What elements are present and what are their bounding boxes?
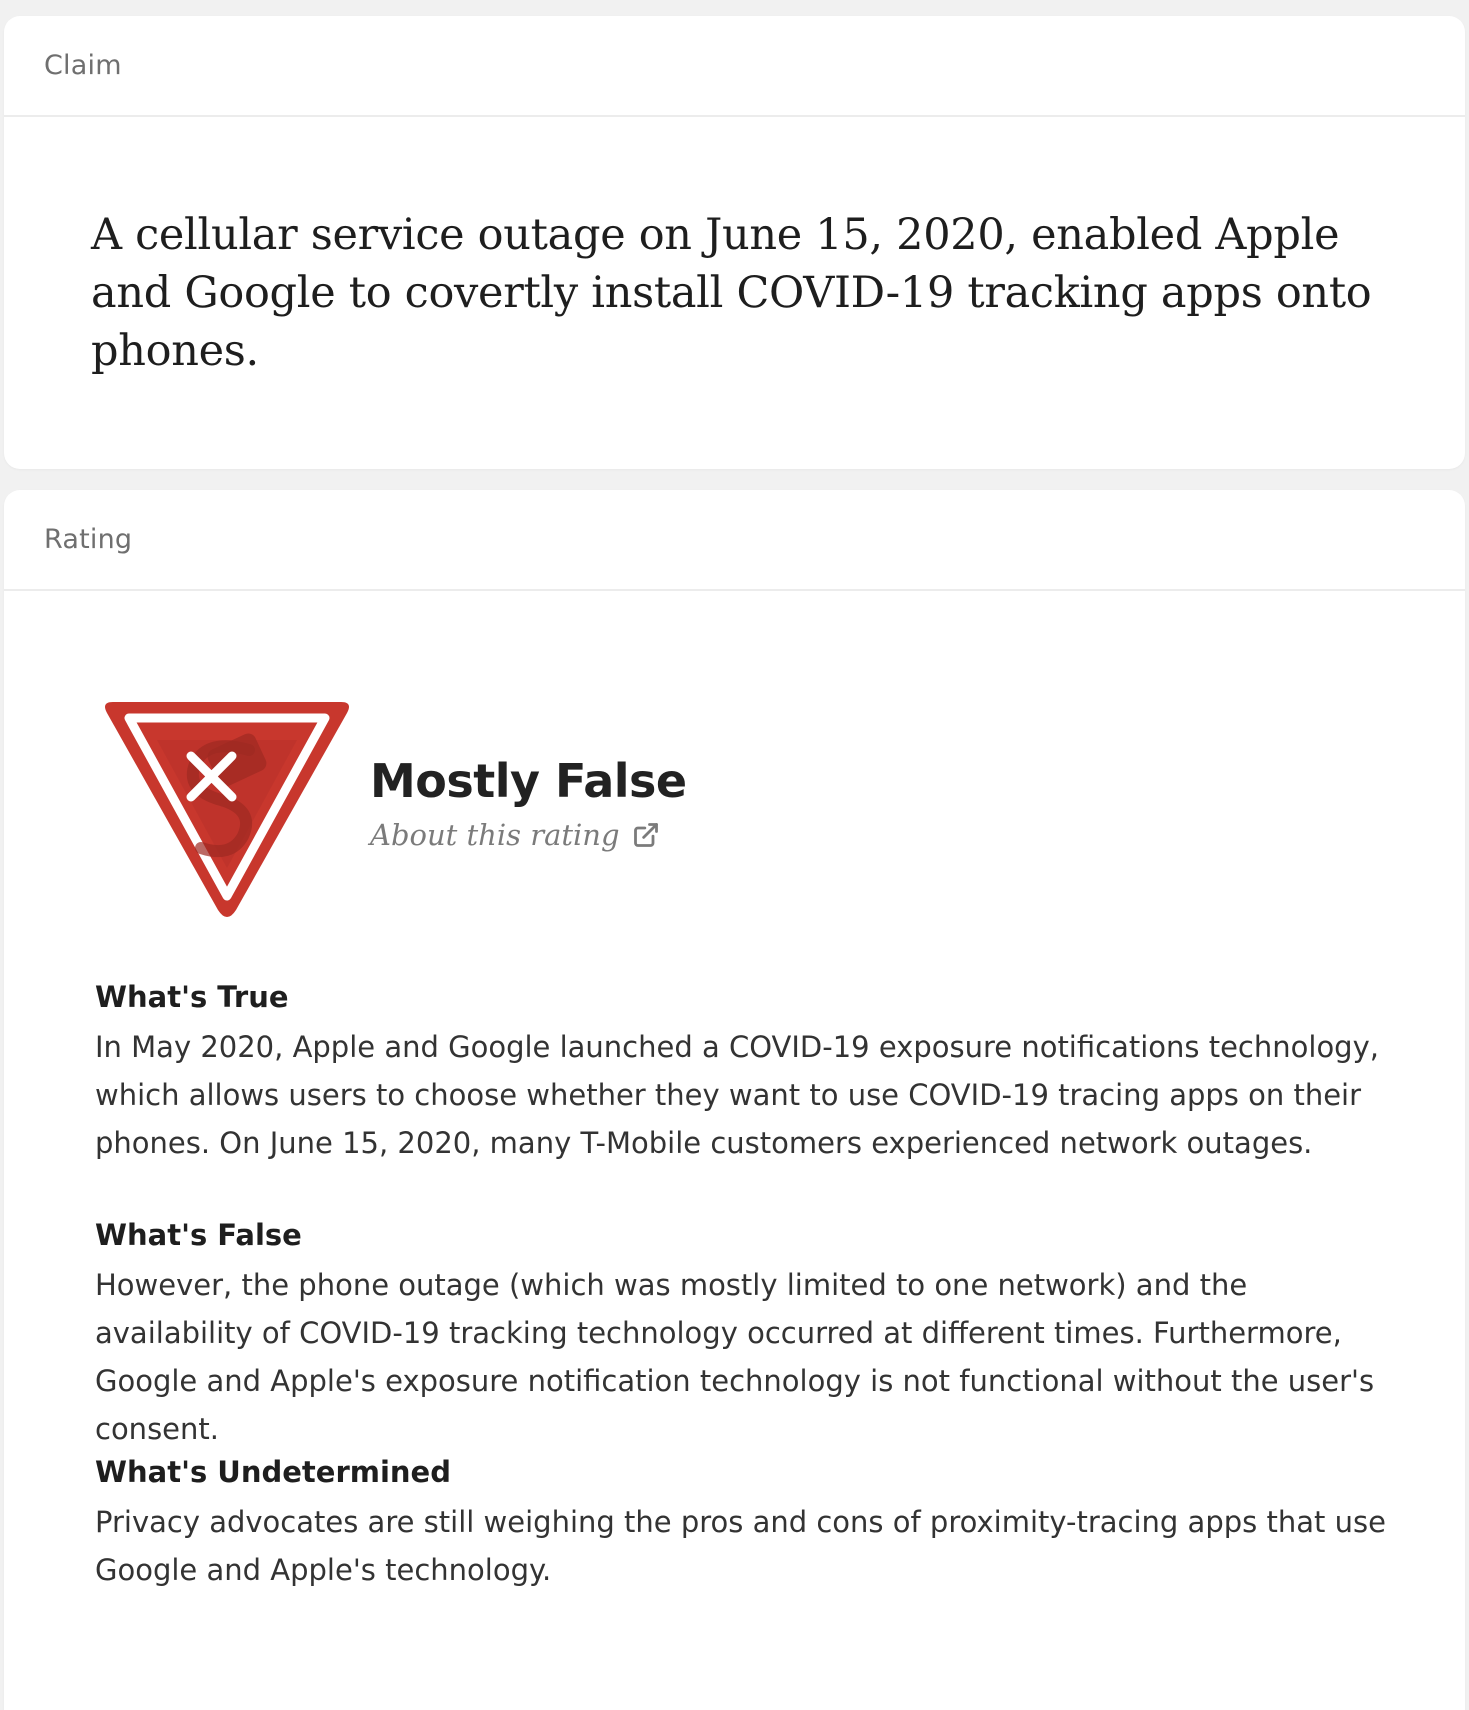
whats-true-body: In May 2020, Apple and Google launched a COVID-19 exposure notifications technology, which allows users to choose whether they want to use COVID-19 tracing apps on their phones. On June 15, 2020, many T-Mobile customers experienced network outages. — [95, 1030, 1379, 1160]
external-link-icon — [632, 821, 660, 849]
whats-undetermined-body: Privacy advocates are still weighing the pros and cons of proximity-tracing apps that use Google and Apple's technology. — [95, 1505, 1386, 1587]
rating-title: Mostly False — [370, 754, 687, 808]
whats-undetermined-section — [95, 1452, 1395, 1594]
claim-label: Claim — [44, 50, 122, 81]
whats-undetermined-heading: What's Undetermined — [95, 1455, 451, 1489]
claim-text: A cellular service outage on June 15, 2020, enabled Apple and Google to covertly install COVID-19 tracking apps onto phones. — [91, 210, 1372, 376]
claim-card-header — [4, 16, 1465, 117]
claim-card — [4, 16, 1465, 469]
whats-true-section — [95, 977, 1395, 1167]
about-rating-label: About this rating — [370, 818, 620, 852]
whats-true-heading: What's True — [95, 980, 289, 1014]
rating-label: Rating — [44, 524, 133, 555]
mostly-false-triangle-icon — [99, 698, 355, 920]
rating-card-header — [4, 490, 1465, 591]
whats-false-section — [95, 1215, 1395, 1453]
rating-card — [4, 490, 1465, 1710]
about-rating-link[interactable] — [370, 818, 660, 852]
whats-false-body: However, the phone outage (which was mostly limited to one network) and the availability of COVID-19 tracking technology occurred at different times. Furthermore, Google and Apple's exposure notification technology is not functional without the user's consent. — [95, 1268, 1375, 1446]
whats-false-heading: What's False — [95, 1218, 302, 1252]
